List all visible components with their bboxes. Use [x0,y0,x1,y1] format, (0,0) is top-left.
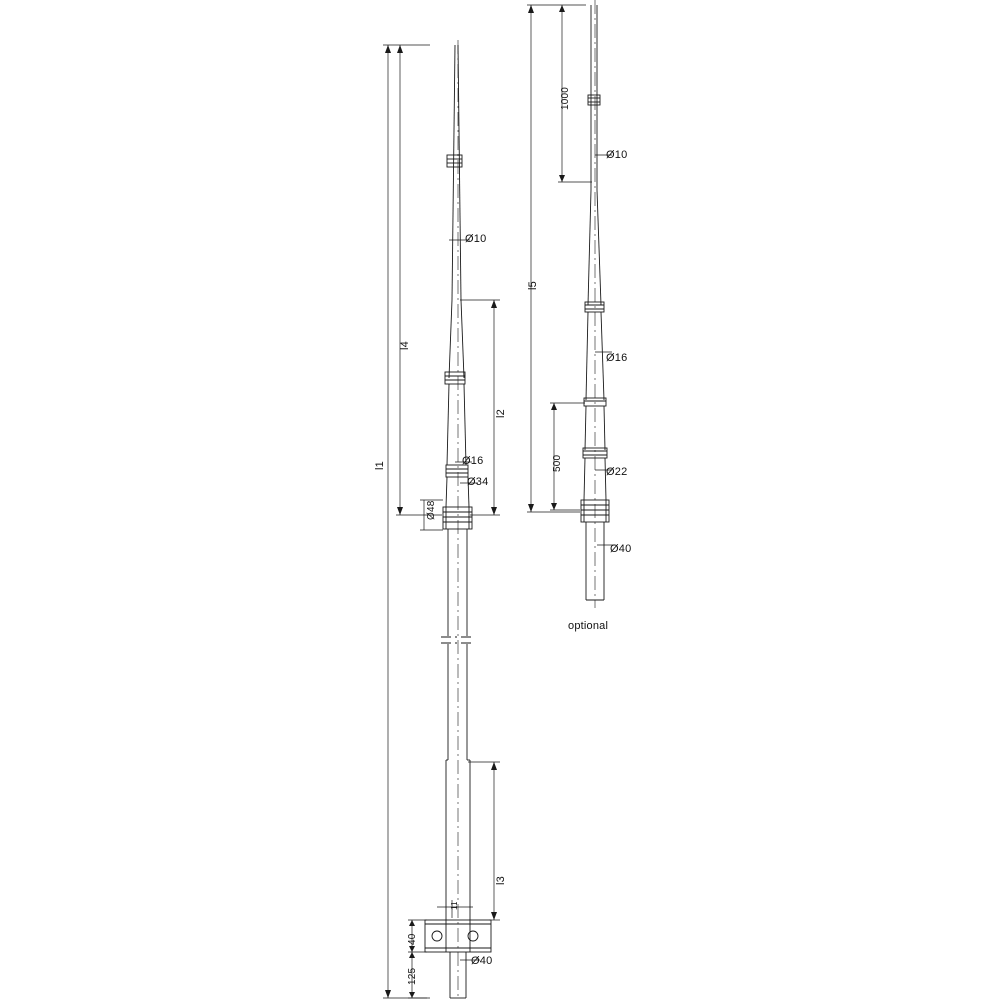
optional-view-caption: optional [568,620,609,632]
diameter-label-opt-d16: Ø16 [606,352,628,364]
diameter-label-d34: Ø34 [467,476,489,488]
optional-dimension-lines [527,5,615,545]
diameter-label-d10: Ø10 [465,233,487,245]
main-dimension-lines [383,45,500,998]
dimension-label-125: 125 [407,967,418,985]
diameter-label-d40: Ø40 [471,955,493,967]
diameter-label-d16: Ø16 [462,455,484,467]
diameter-label-11: 11 [450,901,459,910]
dimension-label-l2: l2 [495,409,507,418]
diameter-label-opt-d40: Ø40 [610,543,632,555]
main-mast-body [441,529,474,920]
diameter-label-opt-d10: Ø10 [606,149,628,161]
dimension-label-500: 500 [552,454,563,472]
dimension-label-l4: l4 [399,341,411,350]
main-rod-upper-taper [452,45,461,300]
main-rod-middle-section [449,300,464,378]
diameter-label-opt-d22: Ø22 [606,466,628,478]
diameter-label-d48: Ø48 [426,500,437,520]
main-rod-coupling-middle [445,372,465,384]
dimension-label-1000: 1000 [560,86,571,110]
dimension-label-l3: l3 [495,876,507,885]
dimension-label-40: 40 [407,933,418,945]
main-rod-d16-section [447,384,466,465]
dimension-label-l1: l1 [374,461,386,470]
optional-rod [581,0,609,608]
dimension-label-l5: l5 [527,281,539,290]
